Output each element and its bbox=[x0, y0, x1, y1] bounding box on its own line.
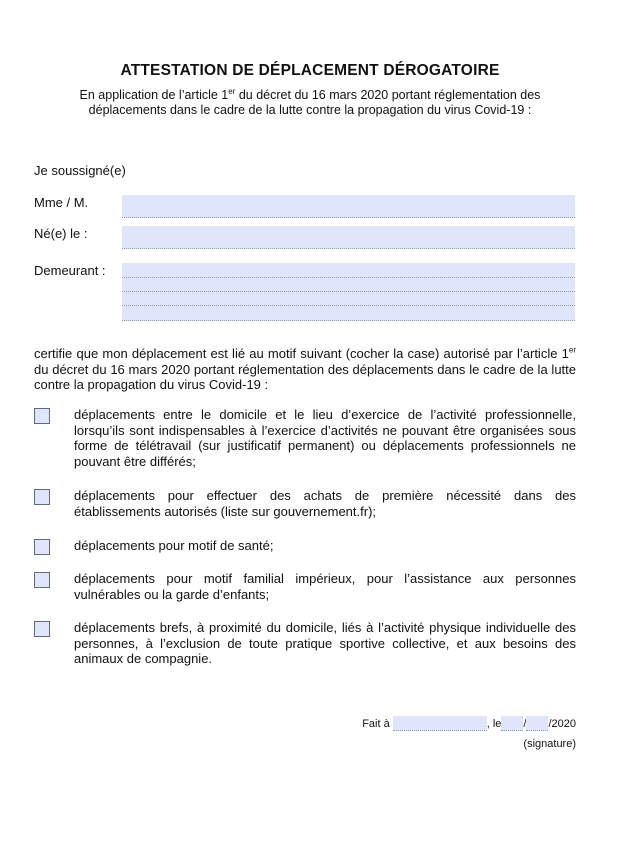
address-field[interactable] bbox=[122, 263, 575, 321]
le-label: , le bbox=[486, 717, 502, 730]
year-suffix: /2020 bbox=[548, 717, 576, 730]
address-label: Demeurant : bbox=[34, 263, 106, 278]
checkbox-exercise[interactable] bbox=[34, 621, 50, 637]
birth-date-field[interactable] bbox=[122, 226, 575, 249]
intro-label: Je soussigné(e) bbox=[34, 163, 126, 178]
signature-label: (signature) bbox=[523, 738, 576, 750]
address-line-divider bbox=[122, 277, 575, 278]
option-text: déplacements brefs, à proximité du domicile, liés à l’activité physique individuelle des personnes, à l’exclusion de toute pratique sportive collective, et aux besoins des animaux de compagnie. bbox=[74, 620, 576, 666]
date-slash: / bbox=[523, 717, 527, 730]
place-date-line bbox=[362, 716, 576, 731]
birth-label: Né(e) le : bbox=[34, 226, 88, 241]
place-field[interactable] bbox=[393, 716, 487, 731]
certify-post: du décret du 16 mars 2020 portant réglementation des déplacements dans le cadre de la lutte contre la propagation du virus Covid-19 : bbox=[34, 361, 576, 392]
address-line-divider bbox=[122, 291, 575, 292]
option-text: déplacements pour motif de santé; bbox=[74, 538, 274, 553]
document-title: ATTESTATION DE DÉPLACEMENT DÉROGATOIRE bbox=[120, 62, 500, 79]
day-field[interactable] bbox=[501, 716, 523, 731]
option-text: déplacements pour motif familial impérieux, pour l’assistance aux personnes vulnérables ou la garde d’enfants; bbox=[74, 571, 576, 602]
option-text: déplacements entre le domicile et le lieu d’exercice de l’activité professionnelle, lorsqu’ils sont indispensables à l’exercice d’activités ne pouvant être organisées sous forme de télétravail (sur justificatif permanent) ou déplacements professionnels ne pouvant être différés; bbox=[74, 407, 576, 469]
certify-paragraph bbox=[34, 346, 576, 393]
certify-pre: certifie que mon déplacement est lié au motif suivant (cocher la case) autorisé par l’article 1 bbox=[34, 346, 569, 361]
checkbox-groceries[interactable] bbox=[34, 489, 50, 505]
fait-label: Fait à bbox=[362, 717, 390, 730]
certify-sup: er bbox=[568, 345, 576, 355]
name-field[interactable] bbox=[122, 195, 575, 218]
checkbox-professional[interactable] bbox=[34, 408, 50, 424]
address-line-divider bbox=[122, 305, 575, 306]
subtitle-sup: er bbox=[228, 86, 236, 96]
checkbox-family[interactable] bbox=[34, 572, 50, 588]
checkbox-health[interactable] bbox=[34, 539, 50, 555]
document-subtitle bbox=[40, 88, 580, 118]
month-field[interactable] bbox=[526, 716, 548, 731]
option-text: déplacements pour effectuer des achats de première nécessité dans des établissements autorisés (liste sur gouvernement.fr); bbox=[74, 488, 576, 519]
subtitle-post: du décret du 16 mars 2020 portant réglementation des déplacements dans le cadre de la lutte contre la propagation du virus Covid-19 : bbox=[88, 88, 541, 117]
name-label: Mme / M. bbox=[34, 195, 89, 210]
subtitle-pre: En application de l’article 1 bbox=[79, 88, 229, 102]
